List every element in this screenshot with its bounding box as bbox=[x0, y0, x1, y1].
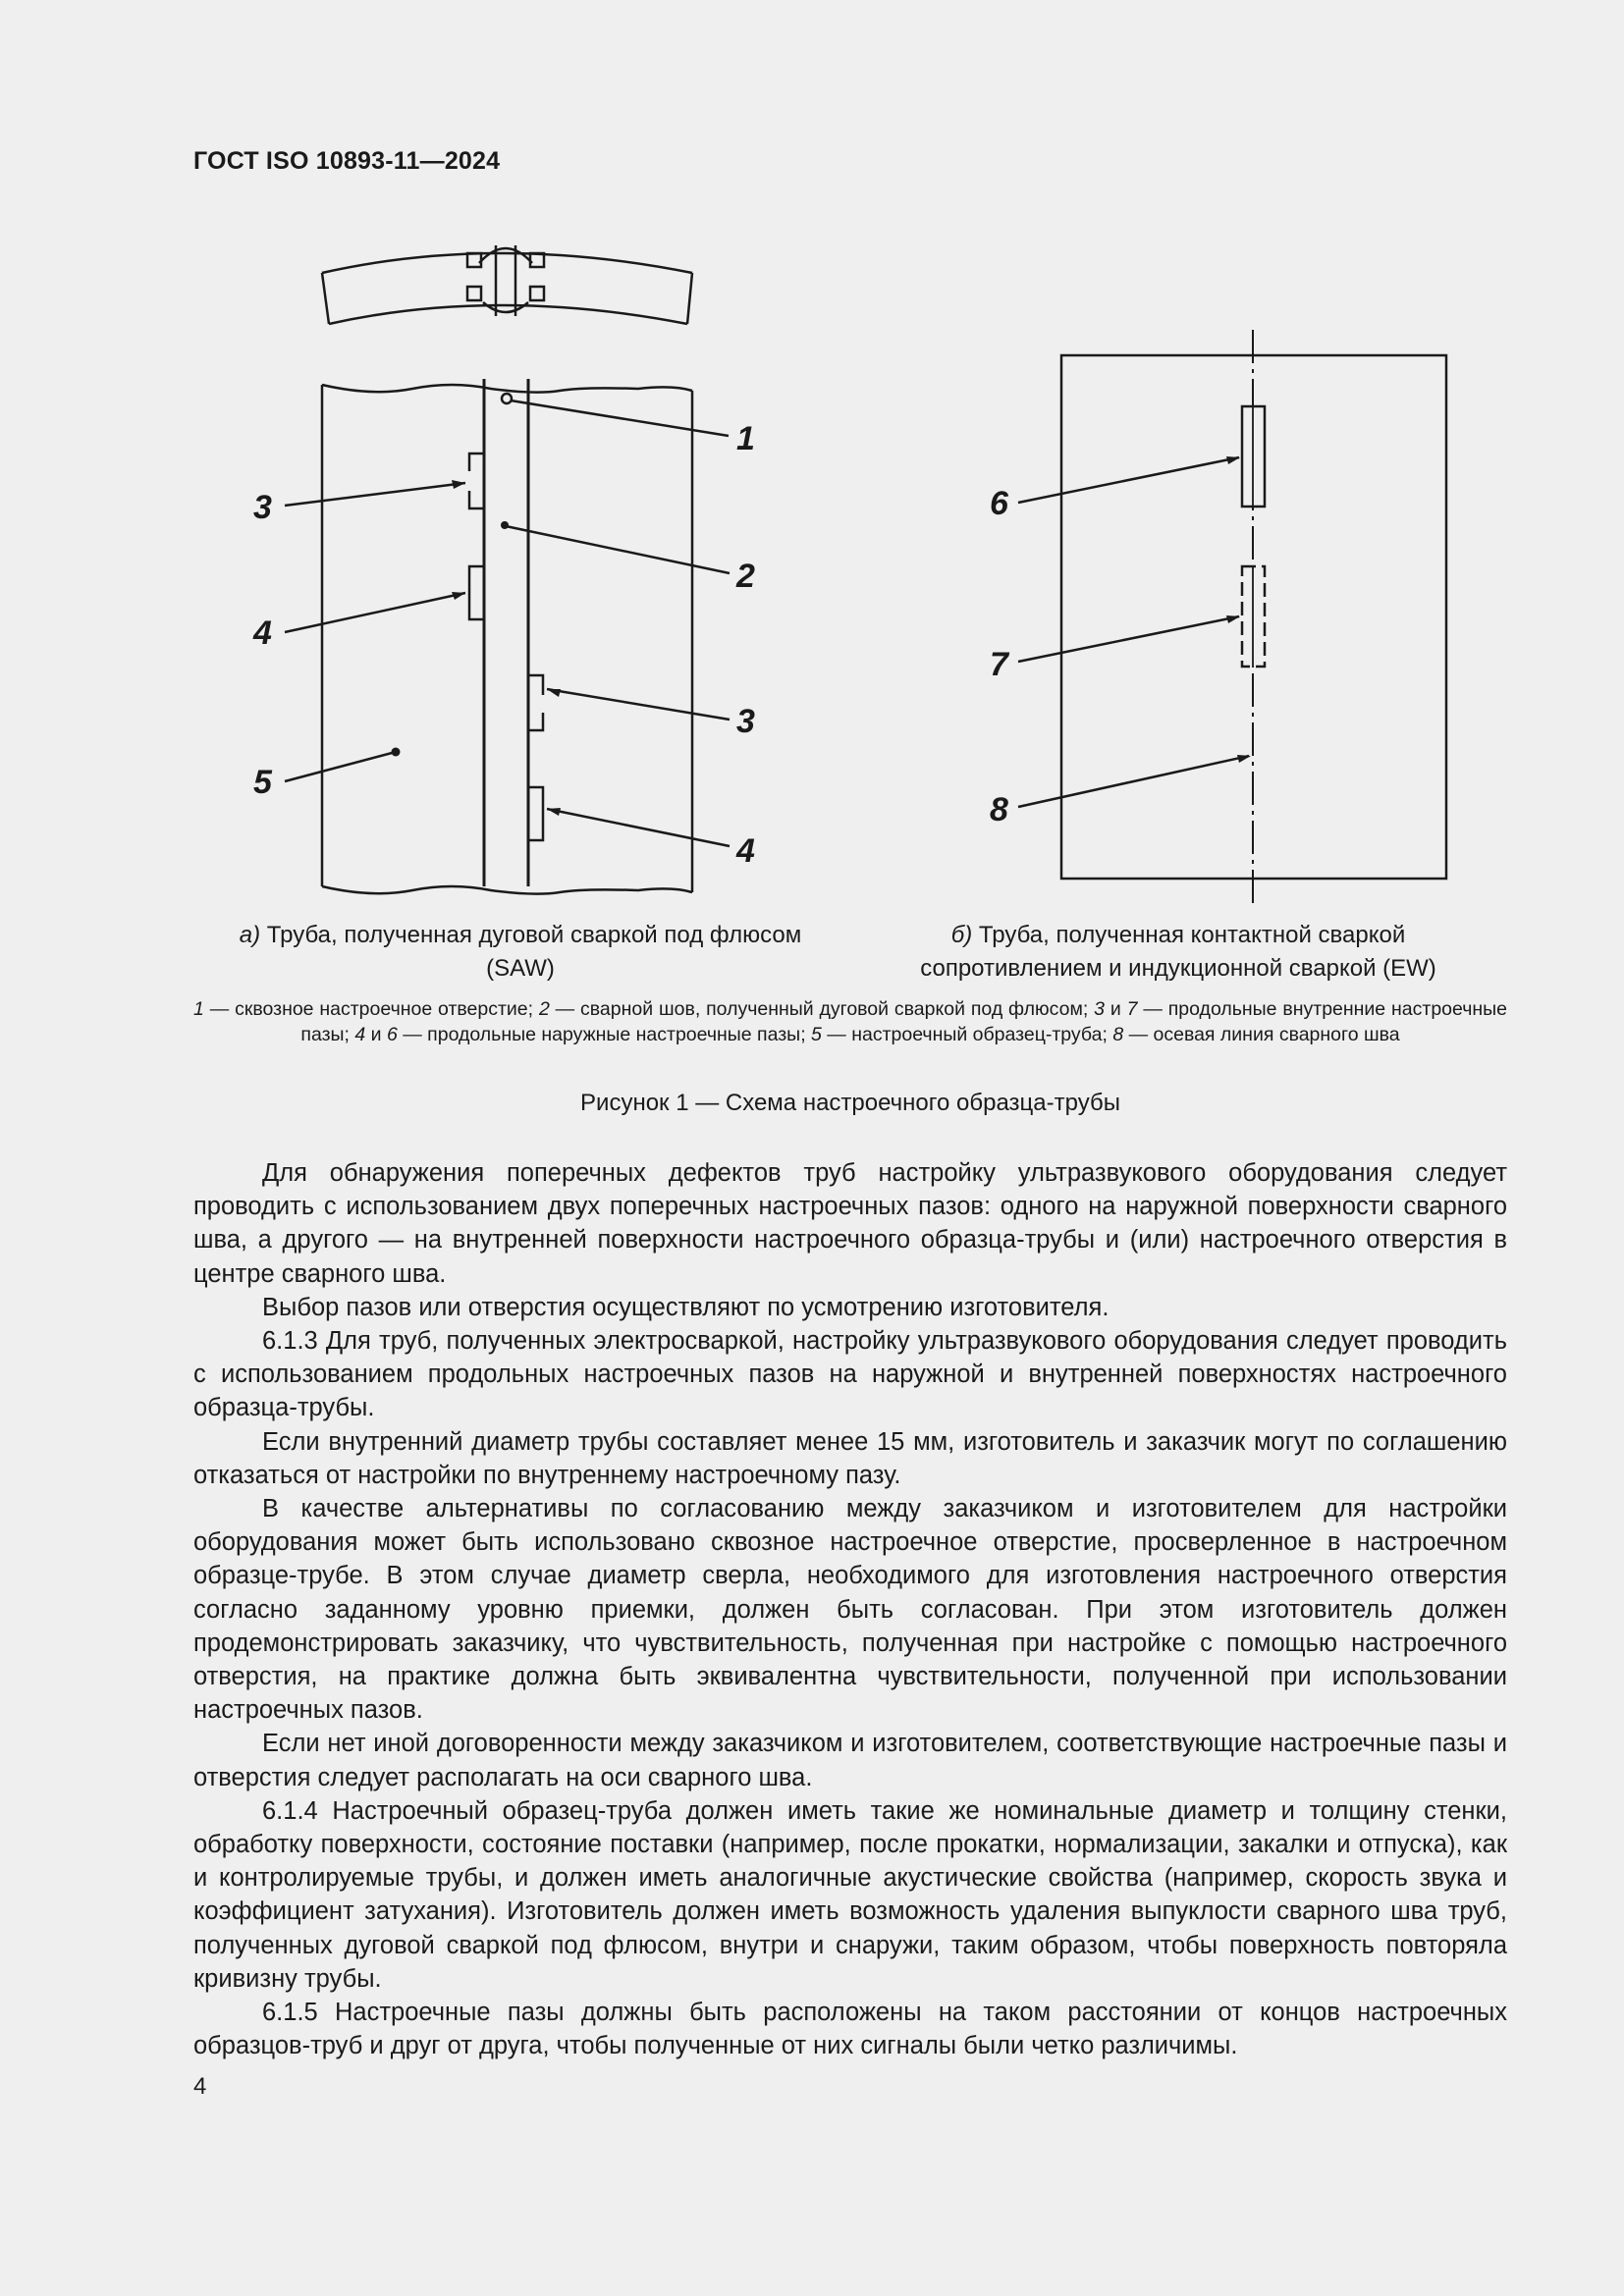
legend-num-1: 1 bbox=[193, 998, 204, 1020]
label-a-3-left: 3 bbox=[253, 489, 272, 526]
paragraph: Выбор пазов или отверстия осуществляют по усмотрению изготовителя. bbox=[262, 1293, 1110, 1321]
legend-text: — сквозное настроечное отверстие; bbox=[203, 998, 539, 1020]
through-hole bbox=[502, 394, 512, 403]
notch-inner-right bbox=[528, 675, 543, 730]
legend-num-6: 6 bbox=[386, 1024, 398, 1045]
notch-inner-left bbox=[469, 454, 484, 508]
notch-outer-right bbox=[528, 787, 543, 840]
notch-outer-left bbox=[469, 566, 484, 619]
label-b-8: 8 bbox=[990, 791, 1008, 828]
legend-num-2: 2 bbox=[538, 998, 550, 1020]
paragraph: Если внутренний диаметр трубы составляет менее 15 мм, изготовитель и заказчик могут по соглашению отказаться от настройки по внутреннему настроечному пазу. bbox=[193, 1427, 1507, 1489]
legend-text: — настроечный образец-труба; bbox=[821, 1024, 1113, 1045]
caption-b-text: Труба, полученная контактной сваркой сопротивлением и индукционной сваркой (EW) bbox=[920, 922, 1436, 982]
legend-text: и bbox=[365, 1024, 387, 1045]
legend-num-4: 4 bbox=[354, 1024, 366, 1045]
legend-text: и bbox=[1105, 998, 1127, 1020]
legend-text: — осевая линия сварного шва bbox=[1123, 1024, 1400, 1045]
legend-text: — сварной шов, полученный дуговой сваркой под флюсом; bbox=[549, 998, 1095, 1020]
legend-num-8: 8 bbox=[1112, 1024, 1124, 1045]
figure-legend bbox=[193, 996, 1507, 1047]
tube-cross-section bbox=[322, 245, 692, 324]
paragraph: Если нет иной договоренности между заказчиком и изготовителем, соответствующие настроечные пазы и отверстия следует располагать на оси сварного шва. bbox=[193, 1730, 1507, 1791]
figure-title: Рисунок 1 — Схема настроечного образца-трубы bbox=[580, 1090, 1120, 1116]
label-a-2: 2 bbox=[736, 558, 755, 595]
tube-body-saw bbox=[322, 379, 692, 894]
tube-schematic-figure bbox=[0, 0, 1624, 913]
label-a-5: 5 bbox=[253, 764, 272, 801]
label-a-4-left: 4 bbox=[253, 614, 272, 652]
caption-a-text: Труба, полученная дуговой сваркой под флюсом (SAW) bbox=[266, 922, 802, 982]
legend-num-3: 3 bbox=[1094, 998, 1106, 1020]
label-b-6: 6 bbox=[990, 485, 1008, 522]
caption-b-letter: б) bbox=[950, 922, 973, 948]
paragraph: Для обнаружения поперечных дефектов труб настройку ультразвукового оборудования следует проводить с использованием двух поперечных настроечных пазов: одного на наружной поверхности сварного шва, а другого — на внутренней поверхности настроечного образца-трубы и (или) настроечного отверстия в центре сварного шва. bbox=[193, 1159, 1507, 1288]
figure-caption-b bbox=[884, 919, 1473, 986]
paragraph: В качестве альтернативы по согласованию между заказчиком и изготовителем для настройки оборудования может быть использовано сквозное настроечное отверстие, просверленное в настроечном образце-трубе. В этом случае диаметр сверла, необходимого для изготовления настроечного отверстия согласно заданному уровню приемки, должен быть согласован. При этом изготовитель должен продемонстрировать заказчику, что чувствительность, полученная при настройке с помощью настроечного отверстия, на практике должна быть эквивалентна чувствительности, полученной при использовании настроечных пазов. bbox=[193, 1495, 1507, 1725]
page-number: 4 bbox=[193, 2073, 207, 2100]
body-text bbox=[193, 1156, 1507, 2062]
legend-text: — продольные внутренние настроечные пазы; bbox=[300, 998, 1507, 1045]
legend-num-5: 5 bbox=[811, 1024, 822, 1045]
paragraph-6-1-3: 6.1.3 Для труб, полученных электросваркой, настройку ультразвукового оборудования следует проводить с использованием продольных настроечных пазов на наружной и внутренней поверхностях настроечного образца-трубы. bbox=[193, 1327, 1507, 1422]
document-code-header: ГОСТ ISO 10893-11—2024 bbox=[193, 147, 501, 175]
figure-caption-a bbox=[206, 919, 835, 986]
caption-a-letter: а) bbox=[239, 922, 261, 948]
label-a-4-right: 4 bbox=[736, 832, 755, 870]
label-a-3-right: 3 bbox=[736, 703, 755, 740]
label-a-1: 1 bbox=[736, 420, 755, 457]
paragraph-6-1-5: 6.1.5 Настроечные пазы должны быть расположены на таком расстоянии от концов настроечных образцов-труб и друг от друга, чтобы полученные от них сигналы были четко различимы. bbox=[193, 1999, 1507, 2060]
legend-num-7: 7 bbox=[1126, 998, 1138, 1020]
paragraph-6-1-4: 6.1.4 Настроечный образец-труба должен иметь такие же номинальные диаметр и толщину стенки, обработку поверхности, состояние поставки (например, после прокатки, нормализации, закалки и отпуска), как и контролируемые трубы, и должен иметь аналогичные акустические свойства (например, скорость звука и коэффициент затухания). Изготовитель должен иметь возможность удаления выпуклости сварного шва труб, полученных дуговой сваркой под флюсом, внутри и снаружи, таким образом, чтобы поверхность повторяла кривизну трубы. bbox=[193, 1796, 1507, 1993]
label-b-7: 7 bbox=[990, 646, 1008, 683]
legend-text: — продольные наружные настроечные пазы; bbox=[397, 1024, 812, 1045]
